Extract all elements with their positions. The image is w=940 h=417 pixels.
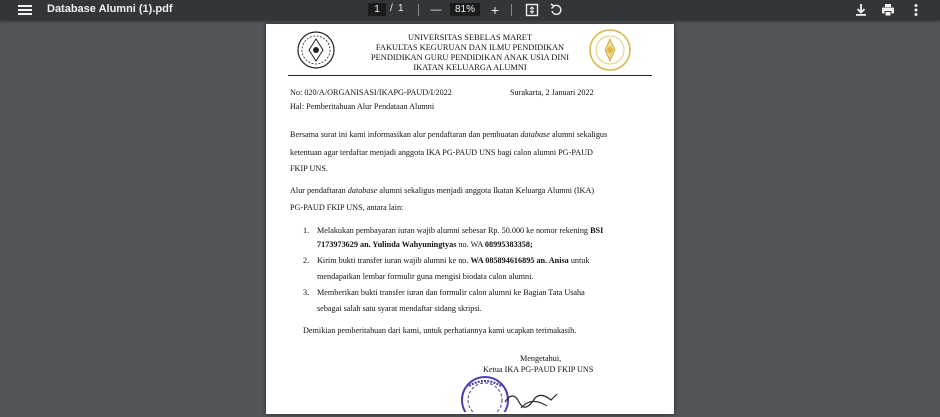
print-icon[interactable] — [880, 2, 896, 18]
zoom-level-input[interactable]: 81% — [450, 3, 480, 16]
letter-date: Surakarta, 2 Januari 2022 — [510, 88, 594, 97]
letterhead-faculty: FAKULTAS KEGURUAN DAN ILMU PENDIDIKAN — [375, 43, 565, 52]
zoom-out-button[interactable]: — — [430, 4, 442, 16]
fit-page-icon[interactable] — [524, 2, 540, 18]
letter-number: No: 020/A/ORGANISASI/IKAPG-PAUD/I/2022 — [290, 88, 452, 97]
page-total: 1 — [398, 3, 404, 14]
toolbar-divider — [418, 4, 419, 16]
page-separator: / — [390, 3, 393, 14]
list-item-1-line-2: 7173973629 an. Yulinda Wahyuningtyas no. WA 08995383358; — [317, 240, 533, 249]
file-title: Database Alumni (1).pdf — [47, 3, 173, 15]
paragraph-1-line-3: FKIP UNS. — [290, 164, 328, 173]
closing-text: Demikian pemberitahuan dari kami, untuk perhatiannya kami ucapkan terimakasih. — [303, 326, 577, 335]
paragraph-1-line-1: Bersama surat ini kami informasikan alur pendaftaran dan pembuatan database alumni sekaligus — [290, 130, 608, 139]
download-icon[interactable] — [853, 2, 869, 18]
toolbar-divider — [511, 4, 512, 16]
letterhead-program: PENDIDIKAN GURU PENDIDIKAN ANAK USIA DINI — [371, 53, 569, 62]
letterhead-university: UNIVERSITAS SEBELAS MARET — [407, 33, 533, 42]
list-item-number: 2. — [303, 256, 310, 265]
more-vert-icon[interactable] — [908, 2, 924, 18]
letter-subject: Hal: Pemberitahuan Alur Pendataan Alumni — [290, 102, 435, 111]
list-item-3-line-2: sebagai salah satu syarat mendaftar sidang skripsi. — [317, 304, 482, 313]
letterhead-divider — [288, 75, 652, 76]
rotate-icon[interactable] — [548, 2, 564, 18]
list-item-3-line-1: Memberikan bukti transfer iuran dan formulir calon alumni ke Bagian Tata Usaha — [317, 288, 585, 297]
signature-label: Mengetahui, — [520, 354, 562, 363]
paragraph-2-line-2: PG-PAUD FKIP UNS, antara lain: — [290, 203, 404, 212]
list-item-1-line-1: Melakukan pembayaran iuran wajib alumni sebesar Rp. 50.000 ke nomor rekening BSI — [317, 226, 604, 235]
zoom-in-button[interactable]: + — [490, 2, 500, 18]
official-stamp — [461, 372, 581, 417]
list-item-number: 1. — [303, 226, 310, 235]
pdf-page — [266, 24, 674, 414]
list-item-2-line-2: mendapatkan lembar formulir guna mengisi biodata calon alumni. — [317, 272, 534, 281]
pdf-toolbar — [0, 0, 940, 20]
menu-icon[interactable] — [18, 3, 32, 17]
list-item-2-line-1: Kirim bukti transfer iuran wajib alumni ke no. WA 085894616895 an. Anisa untuk — [317, 256, 590, 265]
paragraph-2-line-1: Alur pendaftaran database alumni sekaligus menjadi anggota Ikatan Keluarga Alumni (IKA) — [290, 186, 595, 195]
signature-title: Ketua IKA PG-PAUD FKIP UNS — [483, 365, 594, 374]
letterhead-association: IKATAN KELUARGA ALUMNI — [413, 63, 527, 72]
page-number-input[interactable]: 1 — [368, 3, 386, 16]
paragraph-1-line-2: ketentuan agar terdaftar menjadi anggota IKA PG-PAUD UNS bagi calon alumni PG-PAUD — [290, 148, 593, 157]
list-item-number: 3. — [303, 288, 310, 297]
